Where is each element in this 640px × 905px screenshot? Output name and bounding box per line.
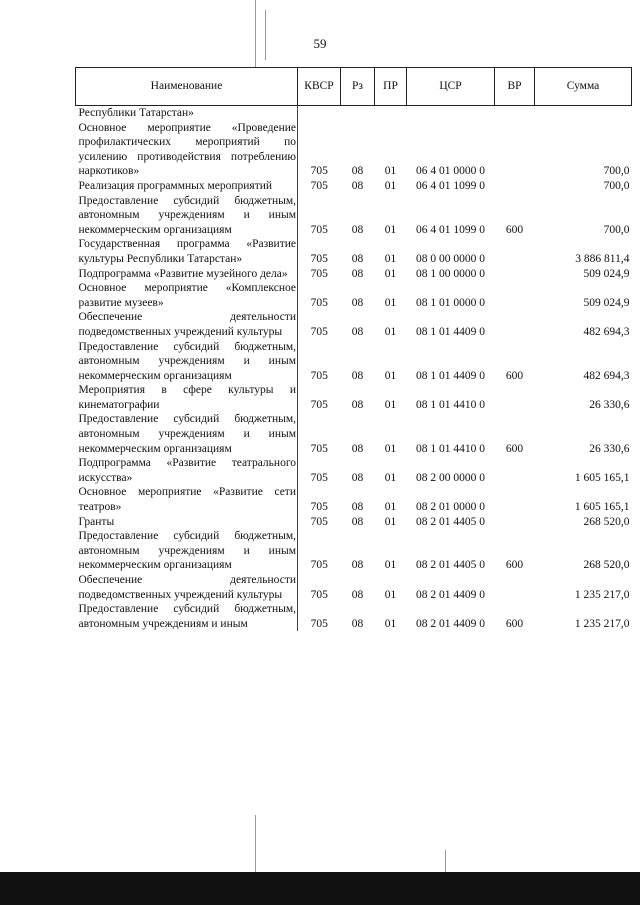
row-name: Основное мероприятие «Проведение профилактических мероприятий по усилению противодействия потреблению наркотиков»: [76, 121, 298, 179]
row-vr: [495, 456, 535, 485]
row-kvsr: 705: [310, 223, 328, 236]
row-vr: [495, 310, 535, 339]
row-csr: 08 1 01 4410 0: [416, 398, 485, 411]
row-vr: 600: [505, 369, 524, 382]
row-sum: 26 330,6: [589, 398, 630, 411]
header-csr: ЦСР: [407, 68, 495, 106]
row-kvsr: 705: [310, 369, 328, 382]
row-sum: 509 024,9: [583, 267, 630, 280]
row-sum: 700,0: [603, 223, 630, 236]
row-pr: 01: [384, 179, 397, 192]
row-rz: 08: [351, 223, 364, 236]
row-csr: 08 1 01 4409 0: [416, 369, 485, 382]
table-row: [76, 515, 632, 530]
row-kvsr: 705: [310, 398, 328, 411]
row-name: Предоставление субсидий бюджетным, автономным учреждениям и иным некоммерческим организациям: [76, 194, 298, 238]
row-kvsr: 705: [310, 252, 328, 265]
row-csr: 08 1 00 0000 0: [416, 267, 485, 280]
row-csr: 08 0 00 0000 0: [416, 252, 485, 265]
row-sum: 1 605 165,1: [574, 501, 630, 514]
row-csr: 08 2 01 4405 0: [416, 559, 485, 572]
scan-artifact-line: [445, 850, 446, 872]
table-row: [76, 267, 632, 282]
row-vr: [495, 267, 535, 282]
row-rz: 08: [351, 471, 364, 484]
row-name: Обеспечение деятельности подведомственных учреждений культуры: [76, 310, 298, 339]
row-pr: 01: [384, 223, 397, 236]
row-vr: [495, 573, 535, 602]
table-row: [76, 412, 632, 456]
row-vr: 600: [505, 442, 524, 455]
row-sum: 482 694,3: [583, 325, 630, 338]
scan-artifact-line: [255, 815, 256, 872]
scan-artifact-line: [255, 0, 256, 67]
row-sum: 1 235 217,0: [574, 617, 630, 630]
row-name: Обеспечение деятельности подведомственных учреждений культуры: [76, 573, 298, 602]
row-rz: 08: [351, 252, 364, 265]
row-pr: [375, 106, 407, 121]
row-name: Основное мероприятие «Комплексное развитие музеев»: [76, 281, 298, 310]
row-vr: [495, 383, 535, 412]
row-rz: 08: [351, 588, 364, 601]
row-kvsr: 705: [310, 325, 328, 338]
row-pr: 01: [384, 252, 397, 265]
row-pr: 01: [384, 165, 397, 178]
row-kvsr: 705: [310, 267, 328, 280]
row-pr: 01: [384, 617, 397, 630]
row-name: Мероприятия в сфере культуры и кинематографии: [76, 383, 298, 412]
row-rz: 08: [351, 179, 364, 192]
row-rz: 08: [351, 515, 364, 528]
row-name: Предоставление субсидий бюджетным, автономным учреждениям и иным некоммерческим организациям: [76, 340, 298, 384]
row-vr: [495, 106, 535, 121]
row-csr: 06 4 01 0000 0: [416, 165, 485, 178]
row-pr: 01: [384, 588, 397, 601]
row-csr: 08 1 01 4410 0: [416, 442, 485, 455]
row-pr: 01: [384, 559, 397, 572]
row-pr: 01: [384, 398, 397, 411]
row-sum: 509 024,9: [583, 296, 630, 309]
row-csr: 08 2 01 4409 0: [416, 617, 485, 630]
row-kvsr: [298, 106, 341, 121]
header-pr: ПР: [375, 68, 407, 106]
row-csr: 08 2 01 4409 0: [416, 588, 485, 601]
table-row: [76, 529, 632, 573]
row-rz: 08: [351, 617, 364, 630]
row-name: Гранты: [76, 515, 298, 530]
row-pr: 01: [384, 471, 397, 484]
scan-artifact-line: [265, 10, 266, 60]
row-rz: 08: [351, 559, 364, 572]
row-sum: [535, 106, 632, 121]
table-row: [76, 237, 632, 266]
table-row: [76, 179, 632, 194]
row-kvsr: 705: [310, 501, 328, 514]
table-row: [76, 340, 632, 384]
row-sum: 3 886 811,4: [575, 252, 630, 265]
table-row: [76, 106, 632, 121]
row-sum: 268 520,0: [583, 515, 630, 528]
table-row: [76, 573, 632, 602]
row-csr: 08 1 01 0000 0: [416, 296, 485, 309]
row-kvsr: 705: [310, 588, 328, 601]
row-vr: [495, 121, 535, 179]
row-rz: 08: [351, 442, 364, 455]
row-pr: 01: [384, 442, 397, 455]
row-csr: 08 2 01 4405 0: [416, 515, 485, 528]
row-csr: 06 4 01 1099 0: [416, 179, 485, 192]
row-pr: 01: [384, 267, 397, 280]
row-vr: [495, 179, 535, 194]
row-name: Основное мероприятие «Развитие сети театров»: [76, 485, 298, 514]
page-number: 59: [313, 36, 327, 51]
scan-bottom-edge: [0, 872, 640, 905]
row-kvsr: 705: [310, 296, 328, 309]
row-name: Предоставление субсидий бюджетным, автономным учреждениям и иным некоммерческим организациям: [76, 529, 298, 573]
row-kvsr: 705: [310, 515, 328, 528]
row-sum: 26 330,6: [589, 442, 630, 455]
row-kvsr: 705: [310, 559, 328, 572]
row-name: Государственная программа «Развитие культуры Республики Татарстан»: [76, 237, 298, 266]
row-csr: 08 2 01 0000 0: [416, 501, 485, 514]
table-row: [76, 456, 632, 485]
row-csr: 08 2 00 0000 0: [416, 471, 485, 484]
row-rz: 08: [351, 296, 364, 309]
row-name: Республики Татарстан»: [76, 106, 298, 121]
table-row: [76, 485, 632, 514]
row-rz: [341, 106, 375, 121]
row-name: Подпрограмма «Развитие музейного дела»: [76, 267, 298, 282]
row-name: Подпрограмма «Развитие театрального искусства»: [76, 456, 298, 485]
row-vr: [495, 515, 535, 530]
row-sum: 700,0: [603, 179, 630, 192]
table-row: [76, 121, 632, 179]
table-body: [76, 106, 632, 632]
row-name: Предоставление субсидий бюджетным, автономным учреждениям и иным некоммерческим организациям: [76, 412, 298, 456]
row-pr: 01: [384, 296, 397, 309]
row-kvsr: 705: [310, 471, 328, 484]
row-kvsr: 705: [310, 442, 328, 455]
header-name: Наименование: [76, 68, 298, 106]
row-name: Предоставление субсидий бюджетным, автономным учреждениям и иным: [76, 602, 298, 631]
row-sum: 482 694,3: [583, 369, 630, 382]
row-pr: 01: [384, 515, 397, 528]
header-rz: Рз: [341, 68, 375, 106]
row-sum: 700,0: [603, 165, 630, 178]
table-row: [76, 194, 632, 238]
row-csr: 08 1 01 4409 0: [416, 325, 485, 338]
row-rz: 08: [351, 369, 364, 382]
table-header: [76, 68, 632, 106]
row-rz: 08: [351, 165, 364, 178]
row-pr: 01: [384, 325, 397, 338]
header-vr: ВР: [495, 68, 535, 106]
row-vr: [495, 281, 535, 310]
row-vr: [495, 485, 535, 514]
row-pr: 01: [384, 369, 397, 382]
row-vr: 600: [505, 559, 524, 572]
row-rz: 08: [351, 501, 364, 514]
row-csr: [407, 106, 495, 121]
row-rz: 08: [351, 267, 364, 280]
row-sum: 1 605 165,1: [574, 471, 630, 484]
row-rz: 08: [351, 398, 364, 411]
header-sum: Сумма: [535, 68, 632, 106]
table-row: [76, 602, 632, 631]
row-vr: 600: [505, 617, 524, 630]
row-pr: 01: [384, 501, 397, 514]
row-kvsr: 705: [310, 165, 328, 178]
row-kvsr: 705: [310, 179, 328, 192]
budget-table: [75, 67, 632, 631]
header-kvsr: КВСР: [298, 68, 341, 106]
row-csr: 06 4 01 1099 0: [416, 223, 485, 236]
table-row: [76, 281, 632, 310]
table-row: [76, 383, 632, 412]
row-sum: 1 235 217,0: [574, 588, 630, 601]
row-name: Реализация программных мероприятий: [76, 179, 298, 194]
row-sum: 268 520,0: [583, 559, 630, 572]
row-vr: 600: [505, 223, 524, 236]
row-kvsr: 705: [310, 617, 328, 630]
row-rz: 08: [351, 325, 364, 338]
table-row: [76, 310, 632, 339]
row-vr: [495, 237, 535, 266]
